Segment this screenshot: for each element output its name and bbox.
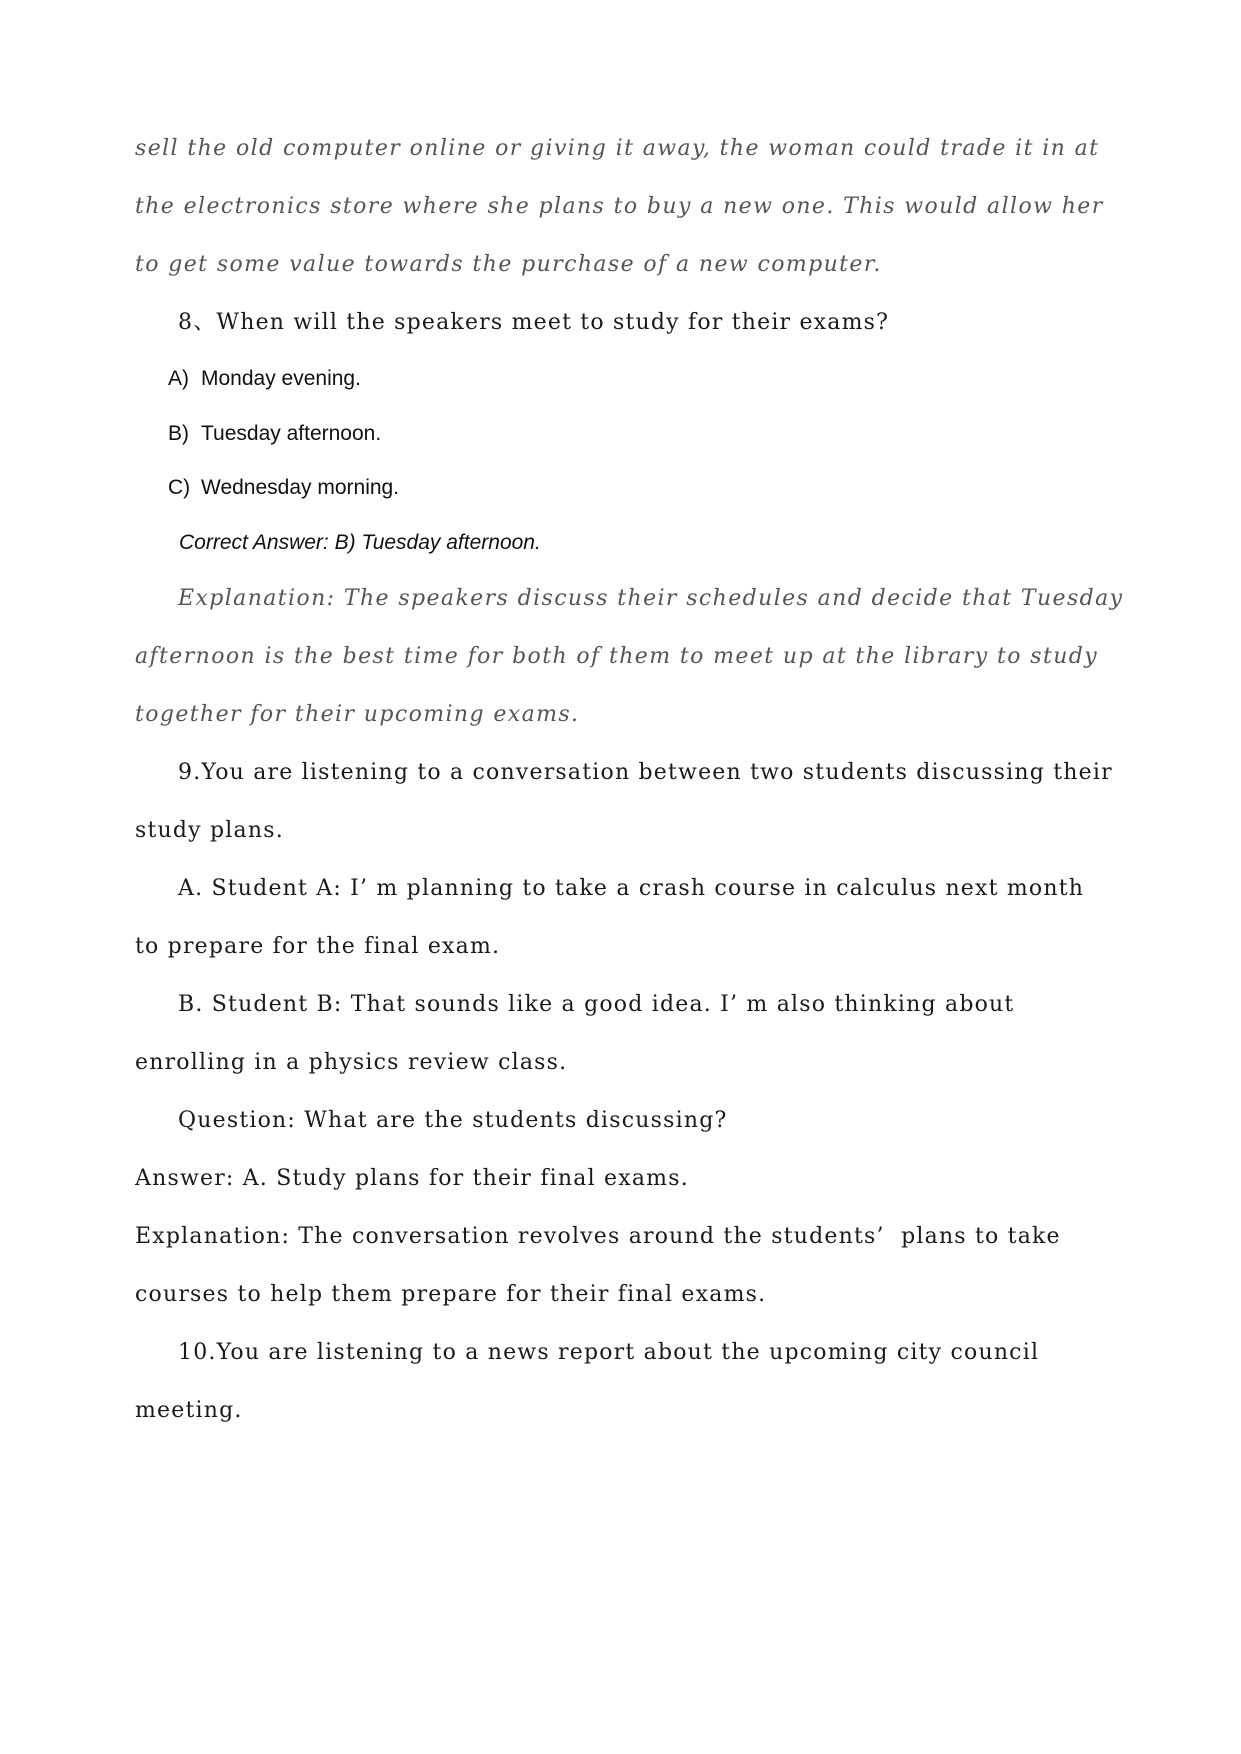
option-b-text: Tuesday afternoon. (201, 422, 382, 445)
explanation-line: the electronics store where she plans to buy a new one. This would allow her (135, 194, 1104, 219)
option-c-letter: C) (168, 476, 191, 499)
question-9-intro: study plans. (135, 818, 284, 843)
question-9-explanation: Explanation: The conversation revolves around the students’ plans to take (135, 1224, 1061, 1249)
dialogue-line-a: to prepare for the final exam. (135, 934, 501, 959)
option-a-text: Monday evening. (201, 367, 361, 390)
explanation-line: together for their upcoming exams. (135, 702, 580, 727)
option-a-letter: A) (168, 367, 189, 390)
dialogue-line-b: B. Student B: That sounds like a good idea. I’ m also thinking about (178, 992, 1015, 1017)
explanation-line: afternoon is the best time for both of them to meet up at the library to study (135, 644, 1099, 669)
question-9-intro: 9.You are listening to a conversation between two students discussing their (178, 760, 1113, 785)
question-8: 8、When will the speakers meet to study for their exams? (178, 310, 890, 335)
explanation-line: Explanation: The speakers discuss their schedules and decide that Tuesday (178, 586, 1124, 611)
question-9-explanation: courses to help them prepare for their final exams. (135, 1282, 767, 1307)
option-c-text: Wednesday morning. (201, 476, 400, 499)
dialogue-line-a: A. Student A: I’ m planning to take a crash course in calculus next month (178, 876, 1085, 901)
question-10-intro: 10.You are listening to a news report about the upcoming city council (178, 1340, 1040, 1365)
question-9-answer: Answer: A. Study plans for their final exams. (135, 1166, 689, 1191)
correct-answer: Correct Answer: B) Tuesday afternoon. (179, 531, 541, 554)
explanation-line: to get some value towards the purchase of a new computer. (135, 252, 882, 277)
question-9-question: Question: What are the students discussing? (178, 1108, 728, 1133)
option-b-letter: B) (168, 422, 189, 445)
question-10-intro: meeting. (135, 1398, 243, 1423)
explanation-line: sell the old computer online or giving it away, the woman could trade it in at (135, 136, 1100, 161)
dialogue-line-b: enrolling in a physics review class. (135, 1050, 568, 1075)
